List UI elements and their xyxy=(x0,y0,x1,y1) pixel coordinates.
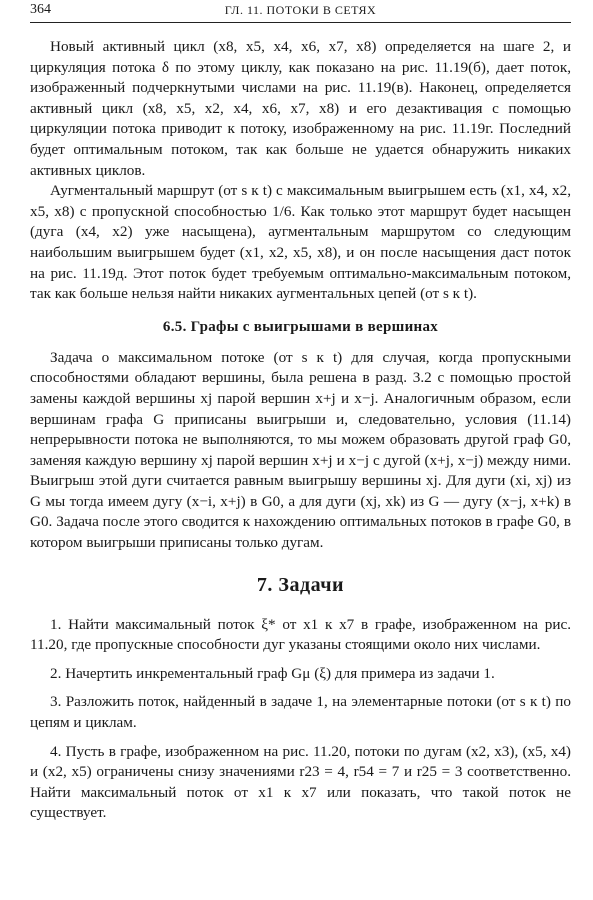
task-3: 3. Разложить поток, найденный в задаче 1, на элементарные потоки (от s к t) по цепям и циклам. xyxy=(30,693,571,732)
section-text: Задача о максимальном потоке (от s к t) для случая, когда пропускными способностями обладают вершины, была решена в разд. 3.2 с помощью простой замены каждой вершины xj парой вершин x+j и x−j. Аналогичным образом, если вершинам графа G приписаны выигрыши и, следовательно, условия (11.14) непрерывности потока не выполняются, то мы можем образовать другой граф G0, заменяя каждую вершину xj парой вершин x+j и x−j с дугой (x+j, x−j) между ними. Выигрыш этой дуги считается равным выигрышу вершины xj. Для дуги (xi, xj) из G мы тогда имеем дугу (x−i, x+j) в G0, а для дуги (xj, xk) из G — дугу (x−j, x+k) в G0. Задача после этого сводится к нахождению оптимальных потоков в графе G0, в котором выигрыши приписаны только дугам. xyxy=(30,348,571,552)
page-header xyxy=(30,0,571,23)
section-title: 6.5. Графы с выигрышами в вершинах xyxy=(162,318,439,335)
running-title: ГЛ. 11. ПОТОКИ В СЕТЯХ xyxy=(224,3,377,17)
task-1: 1. Найти максимальный поток ξ* от x1 к x7 в графе, изображенном на рис. 11.20, где пропускные способности дуг указаны стоящими около них числами. xyxy=(30,615,571,654)
task-2: 2. Начертить инкрементальный граф Gμ (ξ) для примера из задачи 1. xyxy=(50,664,495,682)
paragraph-augmenting-route: Аугментальный маршрут (от s к t) с максимальным выигрышем есть (x1, x4, x2, x5, x8) с пропускной способностью 1/6. Как только этот маршрут будет насыщен (дуга (x4, x2) уже насыщена), аугментальным маршрутом со следующим наибольшим выигрышем будет (x1, x2, x5, x8), и он после насыщения даст поток на рис. 11.19д. Этот поток будет требуемым оптимально-максимальным потоком, так как больше нельзя найти никаких аугментальных цепей (от s к t). xyxy=(30,182,571,303)
chapter-title: 7. Задачи xyxy=(256,573,345,596)
page-number: 364 xyxy=(30,2,51,17)
paragraph-active-cycle: Новый активный цикл (x8, x5, x4, x6, x7, x8) определяется на шаге 2, и циркуляция потока δ по этому циклу, как показано на рис. 11.19(б), дает поток, изображенный подчеркнутыми числами на рис. 11.19(в). Наконец, определяется активный цикл (x8, x5, x2, x4, x6, x7, x8) и его дезактивация с помощью циркуляции потока приводит к потоку, изображенному на рис. 11.19г. Последний будет оптимальным потоком, так как больше не удается обнаружить никаких активных циклов. xyxy=(30,38,571,179)
task-4: 4. Пусть в графе, изображенном на рис. 11.20, потоки по дугам (x2, x3), (x5, x4) и (x2, x5) ограничены снизу значениями r23 = 4, r54 = 7 и r25 = 3 соответственно. Найти максимальный поток от x1 к x7 или показать, что такой поток не существует. xyxy=(30,742,571,822)
